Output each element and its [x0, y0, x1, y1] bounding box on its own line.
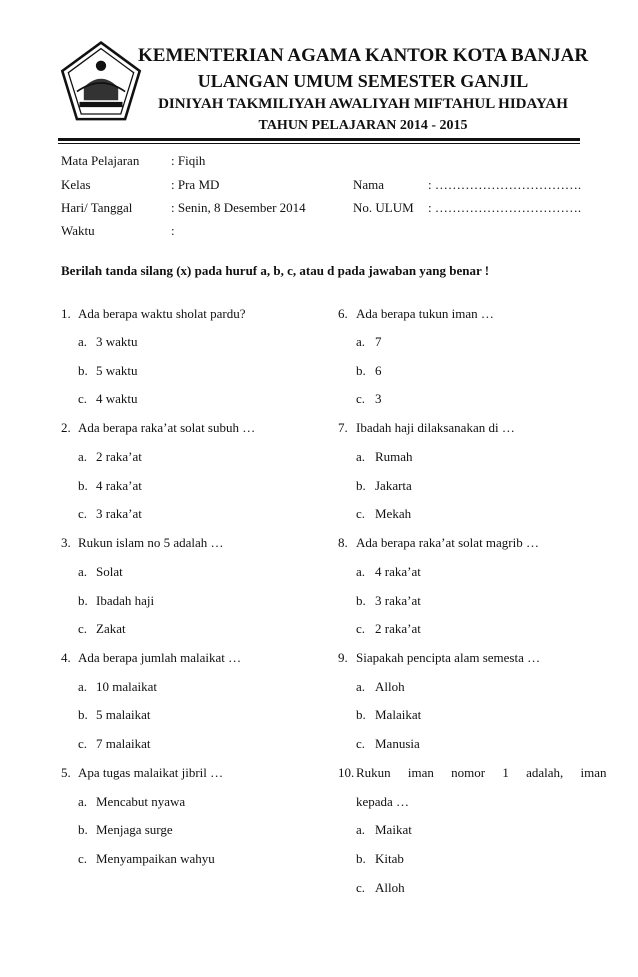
subject-label: Mata Pelajaran: [61, 153, 140, 168]
ulum-field: : …………………………….: [428, 200, 582, 215]
option-letter: c.: [356, 736, 366, 751]
option-letter: b.: [78, 593, 88, 608]
header-line-year: TAHUN PELAJARAN 2014 - 2015: [258, 118, 468, 133]
date-label: Hari/ Tanggal: [61, 200, 133, 215]
question-text: Ada berapa raka’at solat magrib …: [356, 535, 540, 550]
question-number: 6.: [338, 306, 348, 321]
option-text: Mekah: [375, 506, 412, 521]
question-text: Apa tugas malaikat jibril …: [78, 765, 224, 780]
question-text: Rukun islam no 5 adalah …: [78, 535, 224, 550]
option-letter: c.: [78, 736, 88, 751]
option-letter: a.: [356, 679, 366, 694]
question-number: 10.: [338, 765, 355, 780]
option-text: Manusia: [375, 736, 420, 751]
option-text: 3 waktu: [96, 334, 138, 349]
option-text: Kitab: [375, 851, 404, 866]
time-value: :: [171, 223, 175, 238]
class-value: : Pra MD: [171, 177, 220, 192]
option-text: 6: [375, 363, 382, 378]
option-text: 7 malaikat: [96, 736, 151, 751]
question-text: Ibadah haji dilaksanakan di …: [356, 420, 515, 435]
option-letter: c.: [78, 506, 88, 521]
time-label: Waktu: [61, 223, 95, 238]
question-number: 2.: [61, 420, 71, 435]
option-text: Alloh: [375, 880, 405, 895]
option-text: Jakarta: [375, 478, 412, 493]
header-line-exam: ULANGAN UMUM SEMESTER GANJIL: [197, 71, 529, 91]
option-letter: a.: [78, 794, 88, 809]
option-letter: b.: [78, 363, 88, 378]
option-letter: b.: [356, 851, 366, 866]
option-letter: c.: [78, 391, 88, 406]
option-letter: a.: [78, 449, 88, 464]
option-text: Maikat: [375, 822, 412, 837]
option-text: 2 raka’at: [375, 621, 421, 636]
option-letter: b.: [356, 363, 366, 378]
question-number: 4.: [61, 650, 71, 665]
option-letter: b.: [356, 593, 366, 608]
option-letter: b.: [356, 707, 366, 722]
option-text: 3 raka’at: [96, 506, 142, 521]
option-letter: c.: [356, 880, 366, 895]
option-letter: a.: [356, 449, 366, 464]
question-text: Ada berapa raka’at solat subuh …: [78, 420, 256, 435]
option-letter: c.: [78, 621, 88, 636]
option-letter: a.: [78, 564, 88, 579]
name-field: : …………………………….: [428, 177, 582, 192]
option-letter: b.: [78, 478, 88, 493]
option-letter: b.: [78, 822, 88, 837]
option-letter: c.: [78, 851, 88, 866]
option-text: Ibadah haji: [96, 593, 155, 608]
subject-value: : Fiqih: [171, 153, 206, 168]
instruction-text: Berilah tanda silang (x) pada huruf a, b, c, atau d pada jawaban yang benar !: [61, 263, 490, 278]
kemenag-logo-icon: [58, 40, 144, 126]
option-text: Mencabut nyawa: [96, 794, 186, 809]
question-text: Ada berapa tukun iman …: [356, 306, 494, 321]
question-number: 9.: [338, 650, 348, 665]
option-text: 5 waktu: [96, 363, 138, 378]
option-text: Rumah: [375, 449, 413, 464]
option-text: 4 waktu: [96, 391, 138, 406]
option-text: 4 raka’at: [96, 478, 142, 493]
question-number: 5.: [61, 765, 71, 780]
header-divider-thick: [58, 138, 580, 141]
option-letter: b.: [78, 707, 88, 722]
header-divider-thin: [58, 143, 580, 144]
option-text: 4 raka’at: [375, 564, 421, 579]
option-letter: b.: [356, 478, 366, 493]
question-text: Ada berapa waktu sholat pardu?: [78, 306, 246, 321]
option-text: 2 raka’at: [96, 449, 142, 464]
option-text: Alloh: [375, 679, 405, 694]
ulum-label: No. ULUM: [353, 200, 414, 215]
question-text: Siapakah pencipta alam semesta …: [356, 650, 541, 665]
question-number: 7.: [338, 420, 348, 435]
class-label: Kelas: [61, 177, 91, 192]
option-letter: c.: [356, 506, 366, 521]
header-line-school: DINIYAH TAKMILIYAH AWALIYAH MIFTAHUL HIDAYAH: [158, 96, 568, 112]
option-text: Malaikat: [375, 707, 422, 722]
option-text: 10 malaikat: [96, 679, 158, 694]
header-line-ministry: KEMENTERIAN AGAMA KANTOR KOTA BANJAR: [138, 45, 589, 66]
option-text: 3 raka’at: [375, 593, 421, 608]
option-letter: a.: [356, 334, 366, 349]
option-text: 7: [375, 334, 382, 349]
option-text: Solat: [96, 564, 123, 579]
option-letter: a.: [356, 822, 366, 837]
option-letter: c.: [356, 621, 366, 636]
date-value: : Senin, 8 Desember 2014: [171, 200, 306, 215]
option-letter: a.: [78, 334, 88, 349]
question-text: Rukun iman nomor 1 adalah, iman: [356, 765, 607, 780]
question-number: 1.: [61, 306, 71, 321]
option-text: 5 malaikat: [96, 707, 151, 722]
option-text: Menyampaikan wahyu: [96, 851, 215, 866]
option-text: Menjaga surge: [96, 822, 173, 837]
option-letter: a.: [78, 679, 88, 694]
question-number: 8.: [338, 535, 348, 550]
option-letter: a.: [356, 564, 366, 579]
option-text: 3: [375, 391, 382, 406]
option-text: Zakat: [96, 621, 126, 636]
name-label: Nama: [353, 177, 385, 192]
question-number: 3.: [61, 535, 71, 550]
question-text-line2: kepada …: [356, 794, 410, 809]
question-text: Ada berapa jumlah malaikat …: [78, 650, 242, 665]
option-letter: c.: [356, 391, 366, 406]
